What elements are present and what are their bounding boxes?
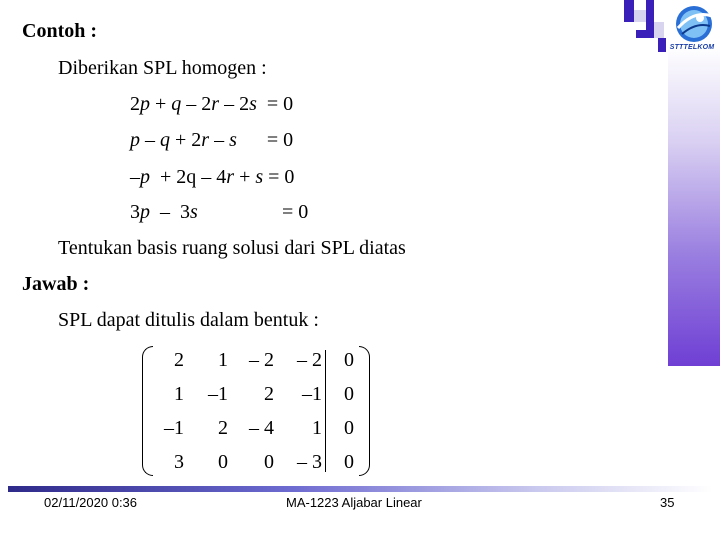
footer-page-number: 35	[660, 495, 675, 510]
answer-heading: Jawab :	[22, 273, 90, 295]
task-text: Tentukan basis ruang solusi dari SPL diatas	[58, 237, 406, 259]
matrix-cell: 2	[218, 417, 228, 439]
equation-1: 2p + q – 2r – 2s = 0	[130, 93, 294, 115]
footer-course: MA-1223 Aljabar Linear	[286, 495, 422, 510]
footer-rule	[8, 486, 712, 492]
corner-decoration	[636, 30, 654, 38]
matrix-cell: – 2	[249, 349, 274, 371]
augmented-matrix	[140, 346, 372, 478]
matrix-cell: – 3	[297, 451, 322, 473]
matrix-cell: 3	[174, 451, 184, 473]
matrix-cell: – 4	[249, 417, 274, 439]
matrix-cell: 0	[344, 451, 354, 473]
matrix-cell: 0	[344, 417, 354, 439]
matrix-cell: –1	[302, 383, 322, 405]
matrix-cell: 0	[218, 451, 228, 473]
matrix-cell: – 2	[297, 349, 322, 371]
corner-decoration	[624, 0, 634, 22]
intro-text: Diberikan SPL homogen :	[58, 57, 267, 79]
corner-decoration	[634, 10, 646, 22]
matrix-cell: –1	[164, 417, 184, 439]
matrix-cell: –1	[208, 383, 228, 405]
logo-text: STTTELKOM	[669, 44, 715, 51]
matrix-cell: 2	[264, 383, 274, 405]
matrix-cell: 2	[174, 349, 184, 371]
matrix-cell: 1	[174, 383, 184, 405]
side-gradient-bar	[668, 46, 720, 366]
matrix-cell: 1	[312, 417, 322, 439]
matrix-right-bracket	[359, 346, 370, 476]
matrix-cell: 1	[218, 349, 228, 371]
matrix-cell: 0	[264, 451, 274, 473]
equation-4-rhs: = 0	[282, 201, 309, 223]
footer-date: 02/11/2020 0:36	[44, 495, 138, 510]
equation-3: –p + 2q – 4r + s = 0	[130, 166, 295, 188]
corner-decoration	[646, 0, 654, 30]
matrix-cell: 0	[344, 383, 354, 405]
answer-text: SPL dapat ditulis dalam bentuk :	[58, 309, 319, 331]
corner-decoration	[654, 22, 664, 38]
equation-4: 3p – 3s	[130, 201, 198, 223]
example-heading: Contoh :	[22, 20, 98, 42]
matrix-cell: 0	[344, 349, 354, 371]
equation-2: p – q + 2r – s = 0	[130, 129, 294, 151]
